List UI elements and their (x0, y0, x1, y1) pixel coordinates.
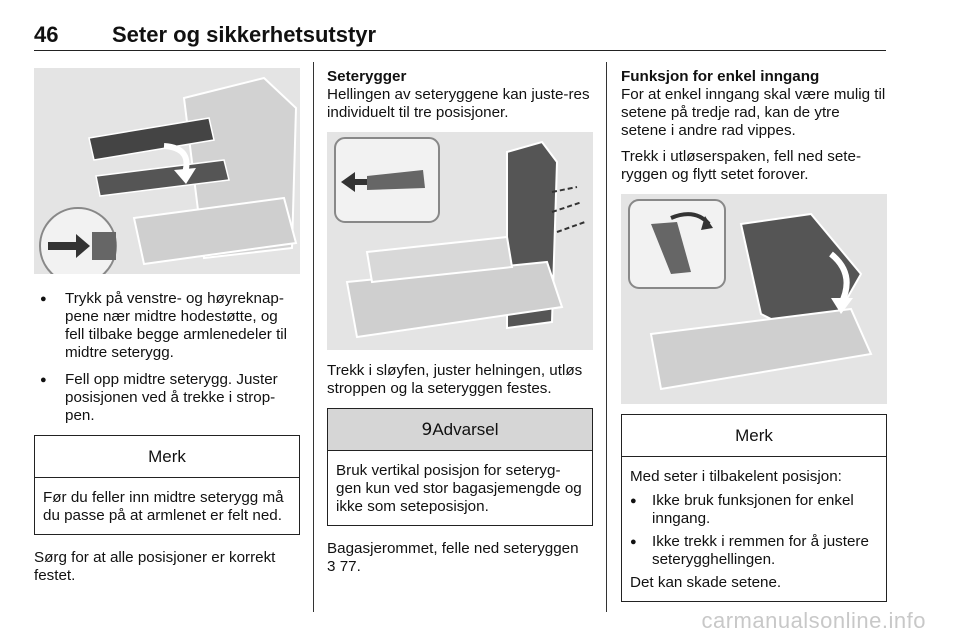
note-box (621, 414, 887, 602)
page-reference-icon: 3 (327, 558, 336, 575)
column-divider-1 (313, 62, 314, 612)
list-item: ● Ikke bruk funksjonen for enkel inngang. (630, 492, 878, 528)
body-text: Trekk i utløserspaken, fell ned sete-ryggen og flytt setet forover. (621, 148, 862, 183)
seatback-illustration (327, 132, 593, 350)
easy-entry-illustration (621, 194, 887, 404)
warning-title: 9Advarsel (328, 409, 592, 451)
section-heading: Funksjon for enkel inngang (621, 68, 820, 85)
note-title: Merk (35, 436, 299, 478)
column-2 (327, 68, 593, 576)
note-list (630, 492, 878, 569)
section-heading: Seterygger (327, 68, 407, 85)
page-reference[interactable]: 77. (339, 558, 361, 575)
body-text: Sørg for at alle posisjoner er korrekt festet. (34, 549, 276, 584)
note-box (34, 435, 300, 535)
instruction-list (34, 290, 300, 425)
warning-box (327, 408, 593, 526)
note-text: Det kan skade setene. (630, 574, 782, 591)
body-text: Hellingen av seteryggene kan juste-res individuelt til tre posisjoner. (327, 86, 590, 121)
armrest-illustration (34, 68, 300, 274)
column-3 (621, 68, 887, 602)
list-item: ● Fell opp midtre seterygg. Juster posisjonen ved å trekke i strop-pen. (34, 371, 300, 425)
list-item: ● Trykk på venstre- og høyreknap-pene nær midtre hodestøtte, og fell tilbake begge armlenedeler til midtre seterygg. (34, 290, 300, 362)
body-text: For at enkel inngang skal være mulig til setene på tredje rad, kan de ytre setene i andre rad vippes. (621, 86, 886, 139)
body-text: Bagasjerommet, felle ned seteryggen 3 77. (327, 540, 579, 575)
warning-icon: 9 (421, 420, 433, 440)
note-text: Med seter i tilbakelent posisjon: (630, 468, 842, 485)
page-title: Seter og sikkerhetsutstyr (112, 22, 377, 47)
page-number: 46 (34, 22, 59, 47)
column-1 (34, 68, 300, 585)
column-divider-2 (606, 62, 607, 612)
list-item: ● Ikke trekk i remmen for å justere seterygghellingen. (630, 533, 878, 569)
page-header (34, 20, 886, 51)
note-title: Merk (622, 415, 886, 457)
watermark: carmanualsonline.info (701, 608, 926, 633)
body-text: Trekk i sløyfen, juster helningen, utløs stroppen og la seteryggen festes. (327, 362, 583, 397)
warning-text: Bruk vertikal posisjon for seteryg-gen kun ved stor bagasjemengde og ikke som seteposisjon. (336, 462, 582, 515)
note-text: Før du feller inn midtre seterygg må du passe på at armlenet er felt ned. (43, 489, 284, 524)
